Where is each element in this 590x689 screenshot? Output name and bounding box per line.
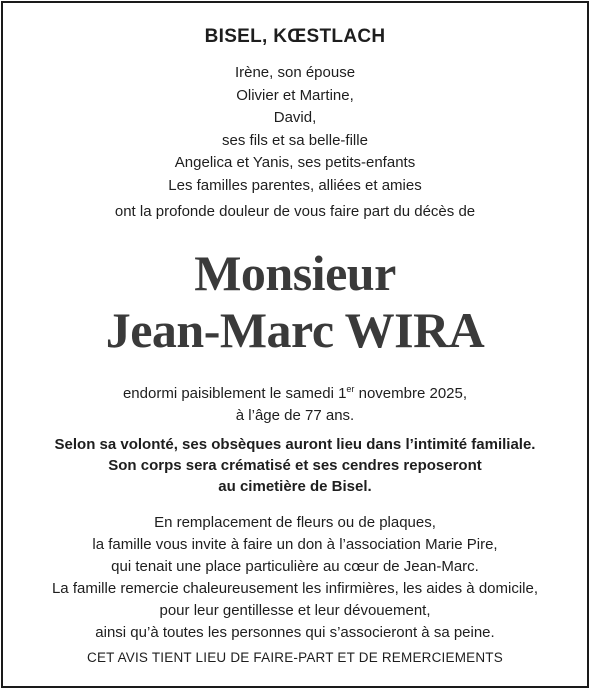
- closing-line: pour leur gentillesse et leur dévouement,: [159, 602, 431, 619]
- closing-line: qui tenait une place particulière au cœur de Jean-Marc.: [111, 558, 479, 575]
- deceased-name-block: [0, 245, 590, 359]
- location-header: [0, 26, 590, 48]
- closing-line: La famille remercie chaleureusement les infirmières, les aides à domicile,: [51, 580, 539, 597]
- location-title: BISEL, KŒSTLACH: [204, 26, 386, 47]
- family-list: [0, 62, 590, 197]
- closing-line: la famille vous invite à faire un don à l’association Marie Pire,: [92, 536, 498, 553]
- footer-note: [0, 650, 590, 665]
- family-line: Les familles parentes, alliées et amies: [168, 176, 422, 194]
- funeral-details: [0, 434, 590, 497]
- footer-text: CET AVIS TIENT LIEU DE FAIRE-PART ET DE REMERCIEMENTS: [87, 650, 503, 665]
- death-date-text: endormi paisiblement le samedi 1: [122, 385, 347, 402]
- death-age-line: à l’âge de 77 ans.: [235, 407, 355, 424]
- family-line: David,: [273, 109, 317, 126]
- family-line: Olivier et Martine,: [236, 86, 354, 104]
- deceased-title: Monsieur: [194, 245, 396, 301]
- closing-line: En remplacement de fleurs ou de plaques,: [154, 514, 436, 531]
- deceased-name: Jean-Marc WIRA: [105, 302, 485, 358]
- family-line: Angelica et Yanis, ses petits-enfants: [174, 154, 416, 171]
- closing-message: [0, 512, 590, 644]
- death-details: [0, 383, 590, 427]
- family-line: ses fils et sa belle-fille: [222, 131, 368, 149]
- funeral-line: au cimetière de Bisel.: [218, 478, 372, 495]
- intro-text: ont la profonde douleur de vous faire part du décès de: [114, 203, 476, 220]
- closing-line: ainsi qu’à toutes les personnes qui s’associeront à sa peine.: [95, 624, 495, 641]
- family-line: Irène, son épouse: [234, 64, 356, 81]
- ordinal-suffix: er: [346, 384, 355, 394]
- death-date-line: [0, 383, 590, 405]
- announcement-intro: [0, 203, 590, 220]
- funeral-line: Son corps sera crématisé et ses cendres reposeront: [108, 457, 482, 474]
- funeral-line: Selon sa volonté, ses obsèques auront lieu dans l’intimité familiale.: [54, 436, 536, 453]
- death-date-rest: novembre 2025,: [354, 385, 468, 402]
